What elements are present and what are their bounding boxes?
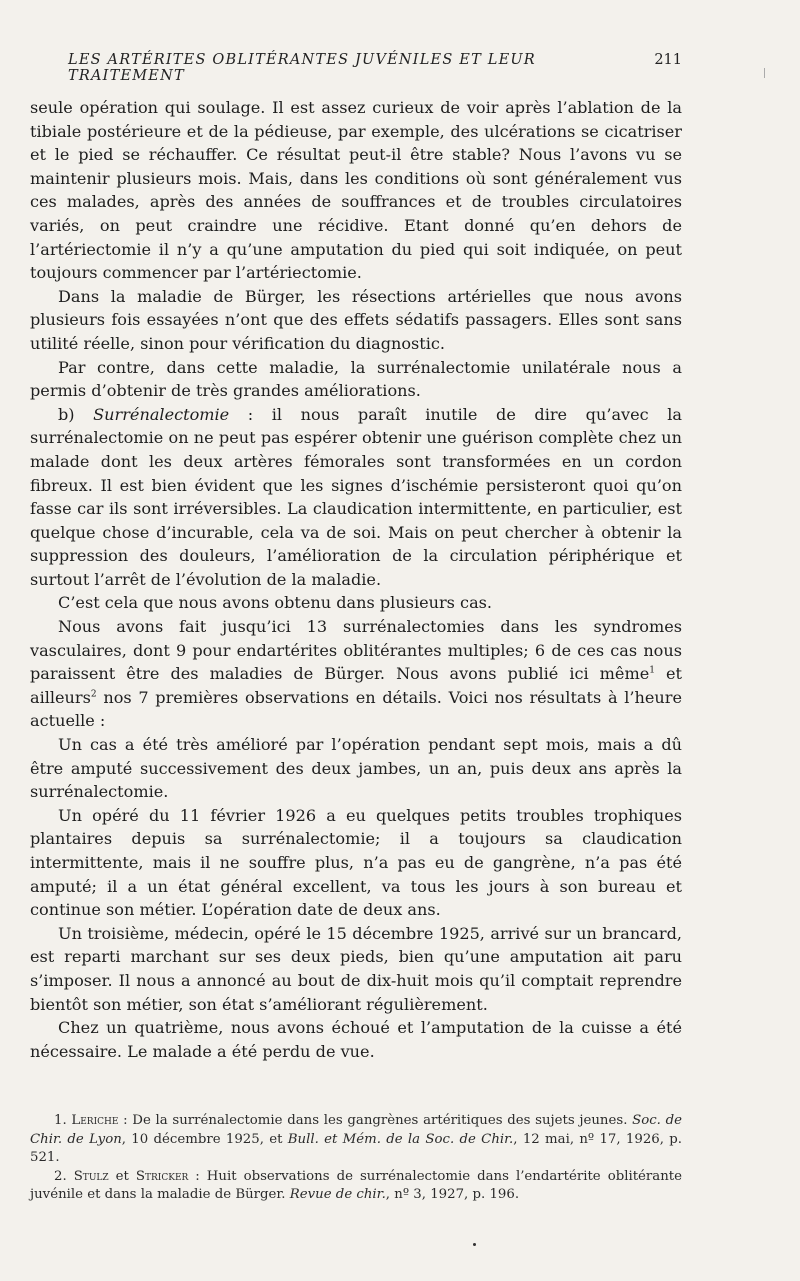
paragraph-par-contre: Par contre, dans cette maladie, la surrénalectomie unilatérale nous a permis d’obtenir de très grandes améliorations. — [30, 357, 682, 401]
footnote-author: Stricker — [135, 1168, 189, 1184]
margin-mark — [764, 68, 765, 78]
ink-speck — [473, 1243, 476, 1246]
body-text — [30, 96, 682, 1063]
footnote-ref-2: 2 — [90, 689, 97, 700]
section-b-paragraph — [30, 403, 682, 592]
section-b-title: Surrénalectomie — [93, 404, 230, 424]
paragraph-surrenalectomies: Nous avons fait jusqu’ici 13 surrénalectomies dans les syndromes vasculaires, dont 9 pour endartérites oblitérantes multiples; 6 de ces cas nous paraissent être des maladies de Bürger. Nous avons publié ici même$^1$ et ailleurs$^2$ nos 7 premières observations en détails. Voici nos résultats à l’heure actuelle : — [30, 617, 683, 731]
paragraph-case-2: Un opéré du 11 février 1926 a eu quelques petits troubles trophiques plantaires depuis sa surrénalectomie; il a toujours sa claudication intermittente, mais il ne souffre plus, n’a pas eu de gangrène, n’a pas été amputé; il a un état général excellent, va tous les jours à son bureau et continue son métier. L’opération date de deux ans. — [30, 805, 682, 920]
footnote-author: Stulz — [73, 1168, 109, 1184]
running-head — [68, 52, 682, 84]
footnote-2: 2. Stulz et Stricker : Huit observations de surrénalectomie dans l’endartérite oblitérante juvénile et dans la maladie de Bürger. Revue de chir., nº 3, 1927, p. 196. — [30, 1168, 682, 1203]
section-b-text: : il nous paraît inutile de dire qu’avec la surrénalectomie on ne peut pas espérer obtenir une guérison complète chez un malade dont les deux artères fémorales sont transformées en un cordon fibreux. Il est bien évident que les signes d’ischémie persisteront quoi qu’on fasse car ils sont irréversibles. La claudication intermittente, en particulier, est quelque chose d’incurable, cela va de soi. Mais on peut chercher à obtenir la suppression des douleurs, l’amélioration de la circulation périphérique et surtout l’arrêt de l’évolution de la maladie. — [30, 404, 682, 589]
paragraph-continuation: seule opération qui soulage. Il est assez curieux de voir après l’ablation de la tibiale postérieure et de la pédieuse, par exemple, des ulcérations se cicatriser et le pied se réchauffer. Ce résultat peut-il être stable? Nous l’avons vu se maintenir plusieurs mois. Mais, dans les conditions où sont généralement vus ces malades, après des années de souffrances et de troubles circulatoires variés, on peut craindre une récidive. Etant donné qu’en dehors de l’artériectomie il n’y a qu’une amputation du pied qui soit indiquée, on peut toujours commencer par l’artériectomie. — [30, 98, 682, 283]
footnote-1: 1. Leriche : De la surrénalectomie dans les gangrènes artéritiques des sujets jeunes. Soc. de Chir. de Lyon, 10 décembre 1925, et Bull. et Mém. de la Soc. de Chir., 12 mai, nº 17, 1926, p. 521. — [30, 1113, 683, 1166]
running-title: LES ARTÉRITES OBLITÉRANTES JUVÉNILES ET LEUR TRAITEMENT — [68, 52, 536, 84]
paragraph-case-3: Un troisième, médecin, opéré le 15 décembre 1925, arrivé sur un brancard, est reparti marchant sur ses deux pieds, bien qu’une amputation ait paru s’imposer. Il nous a annoncé au bout de dix-huit mois qu’il comptait reprendre bientôt son métier, son état s’améliorant régulièrement. — [30, 923, 682, 1014]
footnotes — [30, 1112, 682, 1205]
footnote-author: Leriche — [71, 1113, 119, 1128]
paragraph-case-4: Chez un quatrième, nous avons échoué et l’amputation de la cuisse a été nécessaire. Le malade a été perdu de vue. — [30, 1018, 682, 1061]
section-b-label: b) — [58, 404, 94, 424]
page-number: 211 — [654, 52, 682, 68]
paragraph-obtenu: C’est cela que nous avons obtenu dans plusieurs cas. — [58, 593, 493, 613]
paragraph-burger-resections: Dans la maladie de Bürger, les résections artérielles que nous avons plusieurs fois essayées n’ont que des effets sédatifs passagers. Elles sont sans utilité réelle, sinon pour vérification du diagnostic. — [30, 286, 682, 353]
footnote-ref-1: 1 — [649, 665, 655, 676]
paragraph-case-1: Un cas a été très amélioré par l’opération pendant sept mois, mais a dû être amputé successivement des deux jambes, un an, puis deux ans après la surrénalectomie. — [30, 735, 682, 802]
